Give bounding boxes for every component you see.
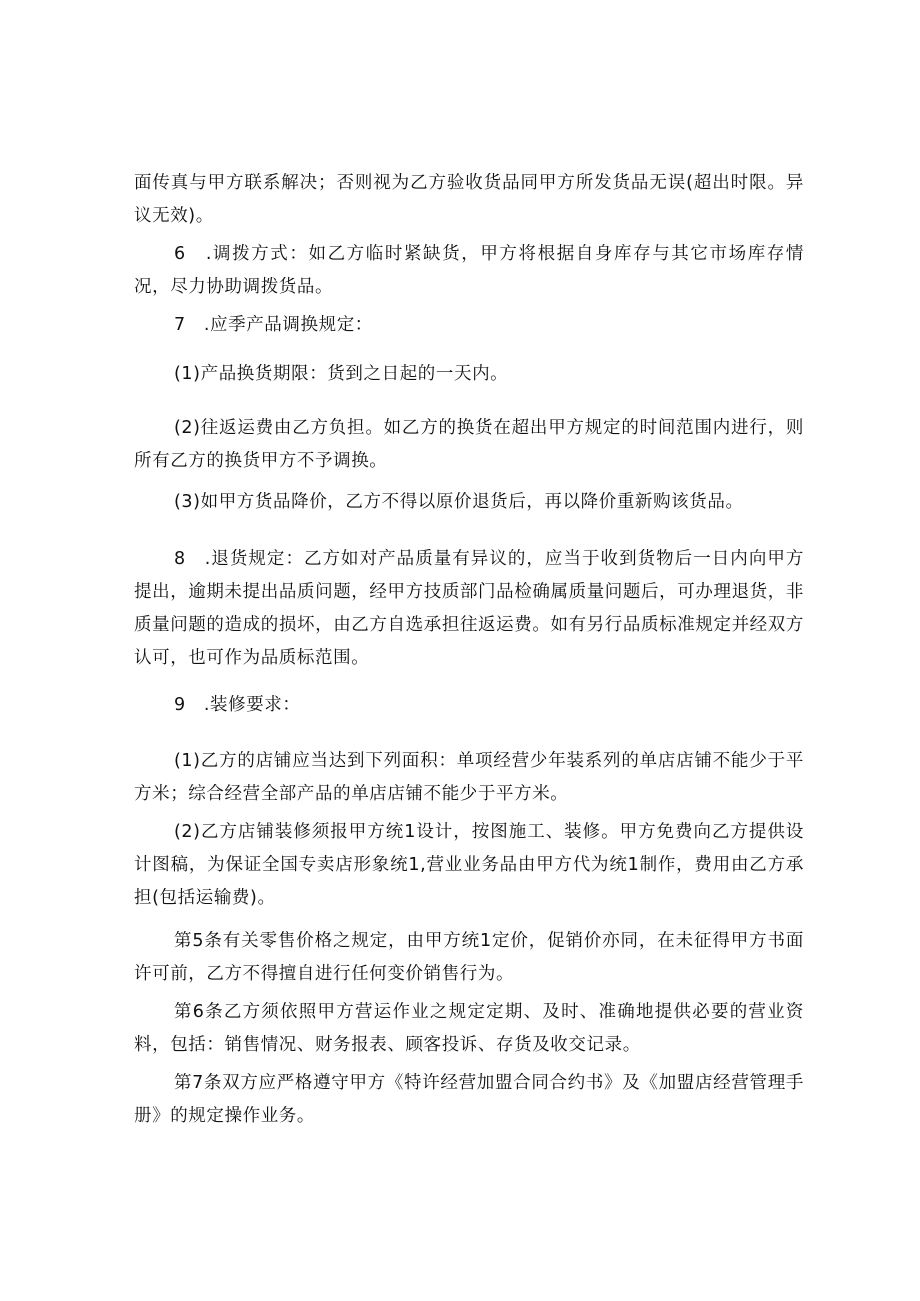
paragraph-article-7: 第7条双方应严格遵守甲方《特许经营加盟合同合约书》及《加盟店经营管理手册》的规定操作业务。: [134, 1073, 804, 1126]
paragraph-item-7-3: (3)如甲方货品降价，乙方不得以原价退货后，再以降价重新购该货品。: [174, 492, 744, 512]
paragraph-item-7-seasonal-exchange: 7 .应季产品调换规定：: [174, 315, 373, 335]
paragraph-item-7-1: (1)产品换货期限：货到之日起的一天内。: [174, 364, 509, 384]
paragraph-item-9-1: (1)乙方的店铺应当达到下列面积：单项经营少年装系列的单店店铺不能少于平方米；综合经营全部产品的单店店铺不能少于平方米。: [134, 751, 804, 804]
paragraph-item-9-2: (2)乙方店铺装修须报甲方统1设计，按图施工、装修。甲方免费向乙方提供设计图稿，为保证全国专卖店形象统1,营业业务品由甲方代为统1制作，费用由乙方承担(包括运输费)。: [134, 822, 804, 908]
paragraph-item-9-decoration: 9 .装修要求：: [174, 695, 301, 715]
paragraph-item-6-allocation: 6 .调拨方式：如乙方临时紧缺货，甲方将根据自身库存与其它市场库存情况，尽力协助调拨货品。: [134, 244, 804, 297]
paragraph-continuation: 面传真与甲方联系解决；否则视为乙方验收货品同甲方所发货品无误(超出时限。异议无效)。: [134, 173, 804, 226]
paragraph-article-5: 第5条有关零售价格之规定，由甲方统1定价，促销价亦同，在未征得甲方书面许可前，乙方不得擅自进行任何变价销售行为。: [134, 931, 804, 984]
paragraph-article-6: 第6条乙方须依照甲方营运作业之规定定期、及时、准确地提供必要的营业资料，包括：销售情况、财务报表、顾客投诉、存货及收交记录。: [134, 1002, 804, 1055]
paragraph-item-7-2: (2)往返运费由乙方负担。如乙方的换货在超出甲方规定的时间范围内进行，则所有乙方的换货甲方不予调换。: [134, 418, 804, 471]
paragraph-item-8-returns: 8 .退货规定：乙方如对产品质量有异议的，应当于收到货物后一日内向甲方提出，逾期未提出品质问题，经甲方技质部门品检确属质量问题后，可办理退货，非质量问题的造成的损坏，由乙方自选承担往返运费。如有另行品质标准规定并经双方认可，也可作为品质标范围。: [134, 549, 804, 668]
